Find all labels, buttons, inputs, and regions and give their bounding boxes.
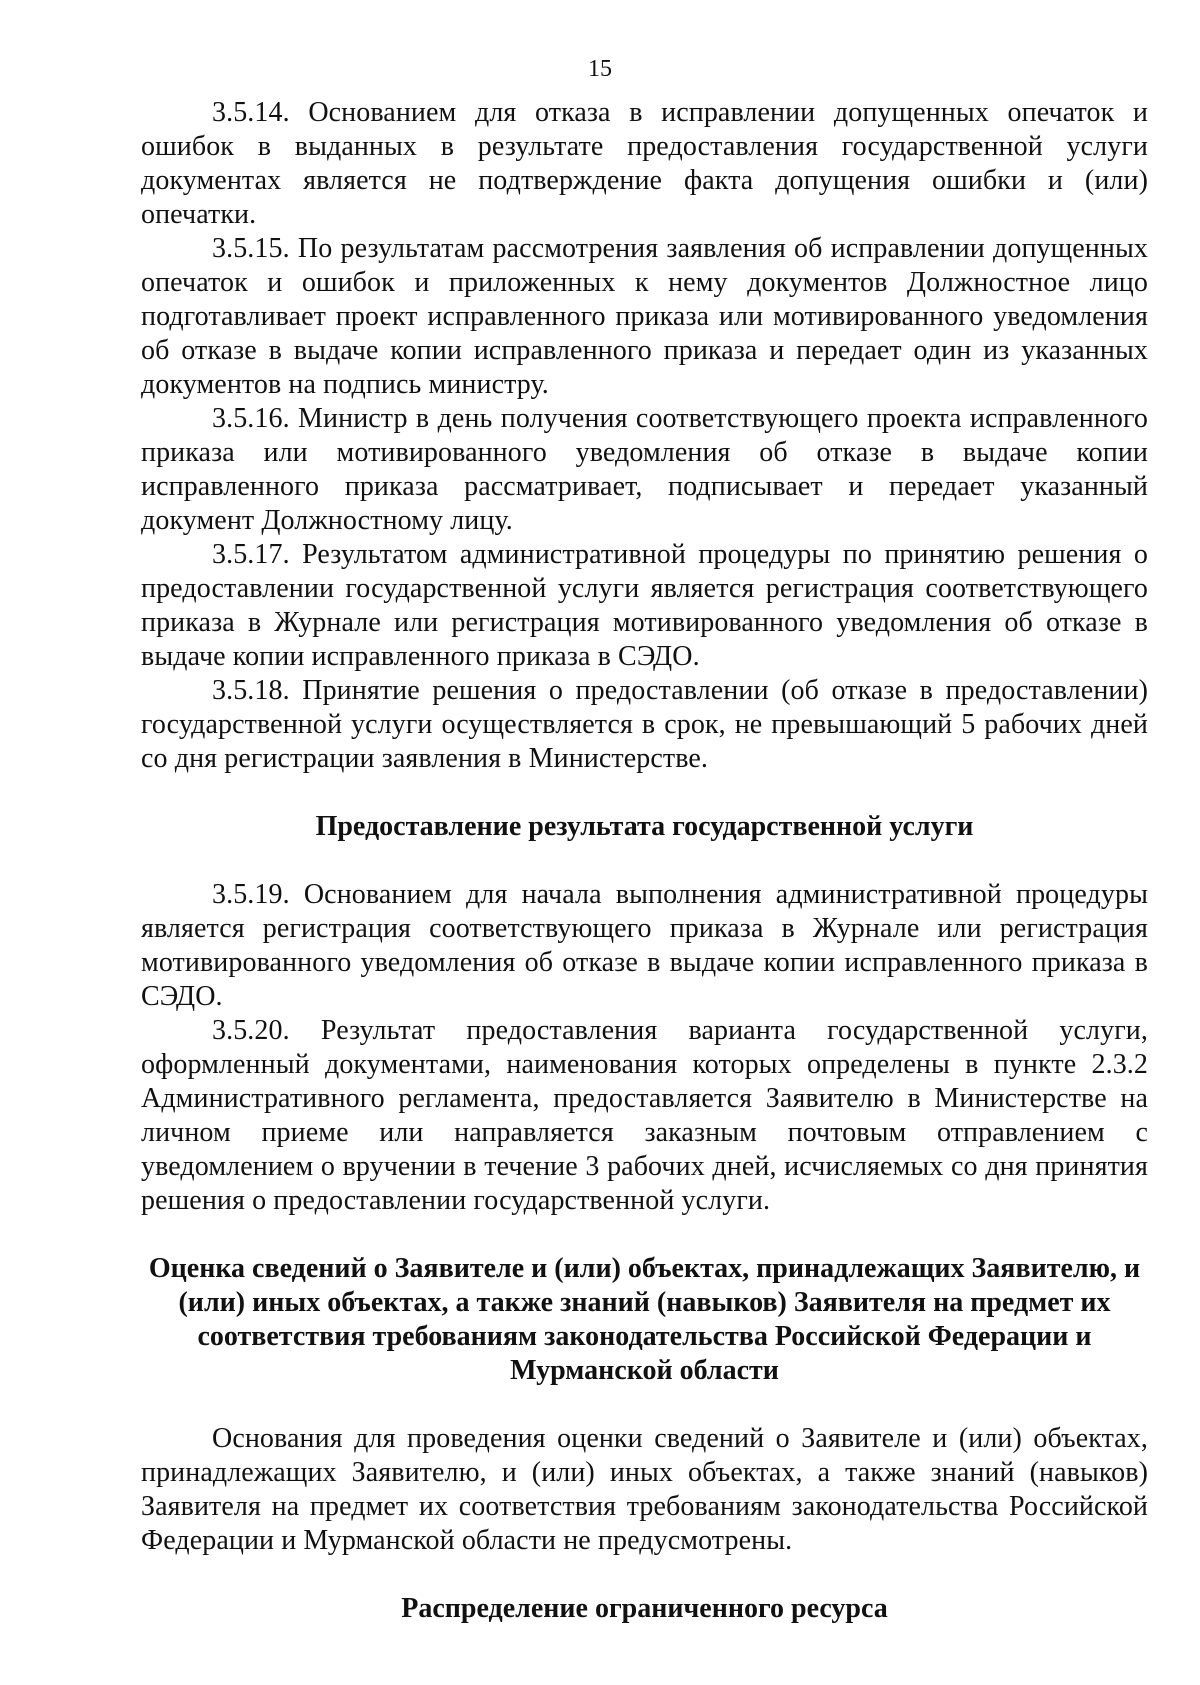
paragraph-3-5-19: 3.5.19. Основанием для начала выполнения административной процедуры является регистрация соответствующего приказа в Журнале или регистрация мотивированного уведомления об отказе в выдаче копии исправленного приказа в СЭДО. <box>141 879 1148 1012</box>
paragraph-assessment-grounds: Основания для проведения оценки сведений о Заявителе и (или) объектах, принадлежащих Заявителю, и (или) иных объектах, а также знаний (навыков) Заявителя на предмет их соответствия требованиям законодательства Российской Федерации и Мурманской области не предусмотрены. <box>141 1423 1148 1556</box>
spacer <box>141 776 1148 810</box>
spacer <box>141 844 1148 878</box>
spacer <box>141 1218 1148 1252</box>
document-body <box>141 96 1148 1626</box>
paragraph-3-5-15: 3.5.15. По результатам рассмотрения заявления об исправлении допущенных опечаток и ошибок и приложенных к нему документов Должностное лицо подготавливает проект исправленного приказа или мотивированного уведомления об отказе в выдаче копии исправленного приказа и передает один из указанных документов на подпись министру. <box>141 233 1148 400</box>
heading-limited-resource: Распределение ограниченного ресурса <box>401 1593 888 1624</box>
heading-applicant-assessment: Оценка сведений о Заявителе и (или) объектах, принадлежащих Заявителю, и (или) иных объектах, а также знаний (навыков) Заявителя на предмет их соответствия требованиям законодательства Российской Федерации и Мурманской области <box>148 1253 1141 1386</box>
page-number: 15 <box>588 56 612 82</box>
spacer <box>141 1558 1148 1592</box>
paragraph-3-5-16: 3.5.16. Министр в день получения соответствующего проекта исправленного приказа или мотивированного уведомления об отказе в выдаче копии исправленного приказа рассматривает, подписывает и передает указанный документ Должностному лицу. <box>141 403 1148 536</box>
paragraph-3-5-17: 3.5.17. Результатом административной процедуры по принятию решения о предоставлении государственной услуги является регистрация соответствующего приказа в Журнале или регистрация мотивированного уведомления об отказе в выдаче копии исправленного приказа в СЭДО. <box>141 539 1148 672</box>
paragraph-3-5-20: 3.5.20. Результат предоставления варианта государственной услуги, оформленный документами, наименования которых определены в пункте 2.3.2 Административного регламента, предоставляется Заявителю в Министерстве на личном приеме или направляется заказным почтовым отправлением с уведомлением о вручении в течение 3 рабочих дней, исчисляемых со дня принятия решения о предоставлении государственной услуги. <box>141 1015 1148 1216</box>
spacer <box>141 1388 1148 1422</box>
heading-result-provision: Предоставление результата государственной услуги <box>315 811 974 842</box>
paragraph-3-5-14: 3.5.14. Основанием для отказа в исправлении допущенных опечаток и ошибок в выданных в результате предоставления государственной услуги документах является не подтверждение факта допущения ошибки и (или) опечатки. <box>141 97 1148 230</box>
paragraph-3-5-18: 3.5.18. Принятие решения о предоставлении (об отказе в предоставлении) государственной услуги осуществляется в срок, не превышающий 5 рабочих дней со дня регистрации заявления в Министерстве. <box>141 675 1148 774</box>
